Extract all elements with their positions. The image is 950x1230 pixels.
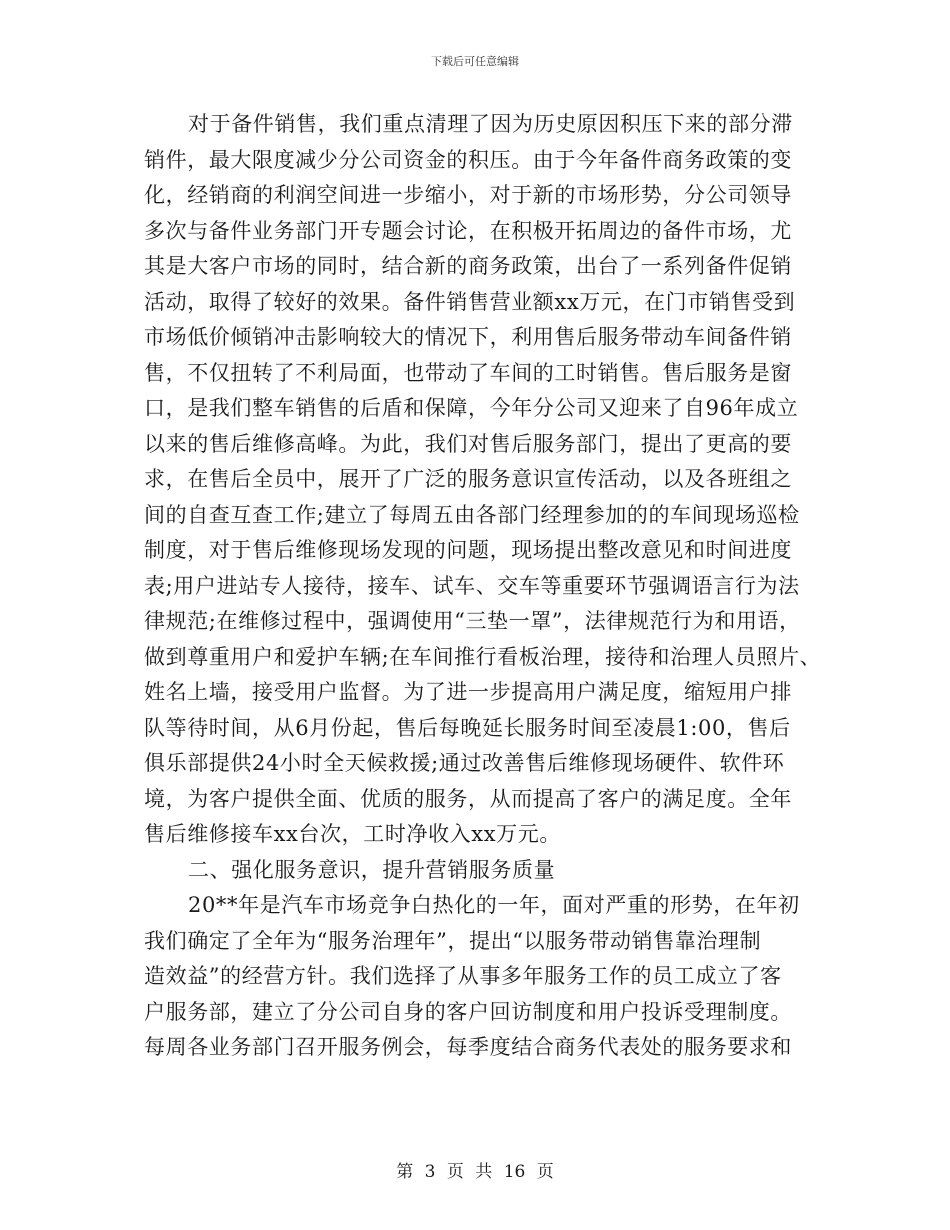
body-line: 表;用户进站专人接待，接车、试车、交车等重要环节强调语言行为法 [144,573,800,598]
document-body [144,107,822,1066]
body-line: 市场低价倾销冲击影响较大的情况下，利用售后服务带动车间备件销 [144,325,792,349]
body-line: 律规范;在维修过程中，强调使用“三垫一罩”，法律规范行为和用语， [144,609,801,633]
header-note: 下载后可任意编辑 [431,55,519,68]
body-line: 每周各业务部门召开服务例会，每季度结合商务代表处的服务要求和 [144,1035,792,1059]
body-line: 间的自查互查工作;建立了每周五由各部门经理参加的的车间现场巡检 [144,502,800,527]
body-line: 销件，最大限度减少分公司资金的积压。由于今年备件商务政策的变 [144,147,792,172]
body-line: 对于备件销售，我们重点清理了因为历史原因积压下来的部分滞 [188,112,793,136]
body-line: 造效益”的经营方针。我们选择了从事多年服务工作的员工成立了客 [144,964,782,988]
body-line: 队等待时间，从6月份起，售后每晚延长服务时间至凌晨1:00，售后 [144,715,791,740]
body-line: 俱乐部提供24小时全天候救援;通过改善售后维修现场硬件、软件环 [144,751,785,775]
body-line: 多次与备件业务部门开专题会讨论，在积极开拓周边的备件市场，尤 [144,218,792,243]
body-line: 活动，取得了较好的效果。备件销售营业额xx万元，在门市销售受到 [144,289,796,314]
body-line: 制度，对于售后维修现场发现的问题，现场提出整改意见和时间进度 [144,538,792,562]
body-line: 售，不仅扭转了不利局面，也带动了车间的工时销售。售后服务是窗 [144,360,792,385]
body-line: 20**年是汽车市场竞争白热化的一年，面对严重的形势，在年初 [188,893,800,917]
body-line: 姓名上墙，接受用户监督。为了进一步提高用户满足度，缩短用户排 [144,680,792,704]
body-line: 户服务部，建立了分公司自身的客户回访制度和用户投诉受理制度。 [144,999,792,1024]
body-line: 售后维修接车xx台次，工时净收入xx万元。 [144,822,561,846]
body-line: 我们确定了全年为“服务治理年”，提出“以服务带动销售靠治理制 [144,928,762,953]
body-line: 化，经销商的利润空间进一步缩小，对于新的市场形势，分公司领导 [144,183,792,207]
body-line: 以来的售后维修高峰。为此，我们对售后服务部门，提出了更高的要 [144,431,792,456]
body-line: 求，在售后全员中，展开了广泛的服务意识宣传活动，以及各班组之 [144,467,792,491]
body-line: 其是大客户市场的同时，结合新的商务政策，出台了一系列备件促销 [144,254,792,278]
body-line: 口，是我们整车销售的后盾和保障，今年分公司又迎来了自96年成立 [144,396,799,420]
section-heading: 二、强化服务意识，提升营销服务质量 [188,857,556,882]
body-line: 做到尊重用户和爱护车辆;在车间推行看板治理，接待和治理人员照片、 [144,644,822,669]
body-line: 境，为客户提供全面、优质的服务，从而提高了客户的满足度。全年 [144,786,792,811]
page-number: 第 3 页 共 16 页 [396,1162,554,1182]
